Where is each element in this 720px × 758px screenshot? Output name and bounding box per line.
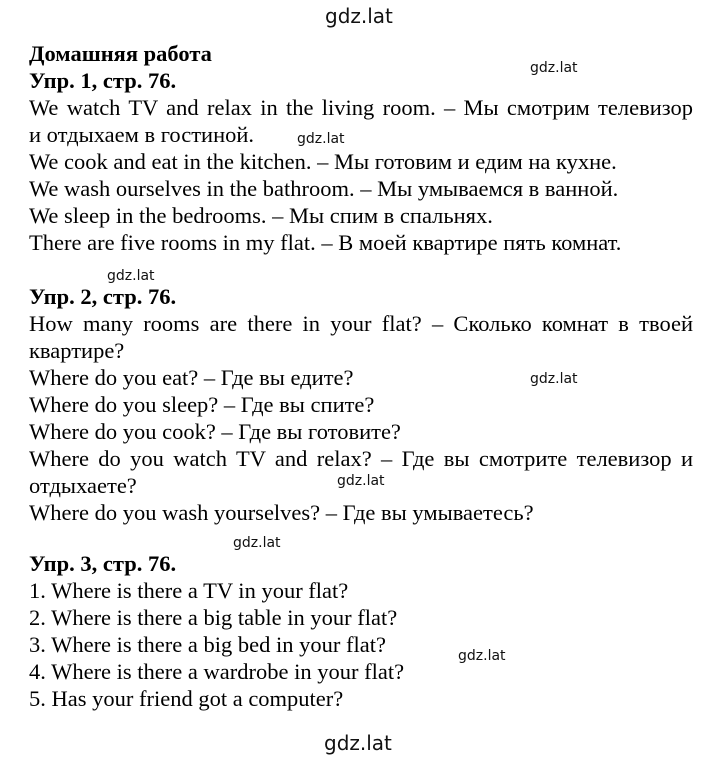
exercise-1-line: и отдыхаем в гостиной. — [29, 122, 255, 147]
exercise-1-line: We sleep in the bedrooms. – Мы спим в спальнях. — [29, 203, 493, 228]
exercise-2-line: квартире? — [29, 338, 125, 363]
exercise-1-line: We cook and eat in the kitchen. – Мы готовим и едим на кухне. — [29, 149, 617, 174]
exercise-1-line: We watch TV and relax in the living room. – Мы смотрим телевизор — [29, 95, 693, 120]
watermark: gdz.lat — [530, 371, 578, 387]
watermark: gdz.lat — [458, 648, 506, 664]
exercise-1-line: There are five rooms in my flat. – В моей квартире пять комнат. — [29, 230, 622, 255]
exercise-3-line: 5. Has your friend got a computer? — [29, 686, 344, 711]
watermark: gdz.lat — [297, 131, 345, 147]
exercise-3-line: 2. Where is there a big table in your flat? — [29, 605, 398, 630]
exercise-1-line: We wash ourselves in the bathroom. – Мы умываемся в ванной. — [29, 176, 619, 201]
exercise-2-heading: Упр. 2, стр. 76. — [29, 284, 177, 309]
exercise-2-line: Where do you cook? – Где вы готовите? — [29, 419, 401, 444]
exercise-3-line: 3. Where is there a big bed in your flat? — [29, 632, 386, 657]
watermark-bottom: gdz.lat — [324, 731, 392, 755]
document-title: Домашняя работа — [29, 41, 212, 66]
exercise-2-line: Where do you sleep? – Где вы спите? — [29, 392, 375, 417]
watermark: gdz.lat — [337, 473, 385, 489]
exercise-3-line: 1. Where is there a TV in your flat? — [29, 578, 349, 603]
exercise-2-line: Where do you watch TV and relax? – Где вы смотрите телевизор и — [29, 446, 693, 471]
exercise-2-line: How many rooms are there in your flat? – Сколько комнат в твоей — [29, 311, 693, 336]
exercise-3-line: 4. Where is there a wardrobe in your flat? — [29, 659, 405, 684]
watermark: gdz.lat — [107, 268, 155, 284]
exercise-3-heading: Упр. 3, стр. 76. — [29, 551, 177, 576]
exercise-2-line: Where do you wash yourselves? – Где вы умываетесь? — [29, 500, 534, 525]
exercise-2-line: Where do you eat? – Где вы едите? — [29, 365, 354, 390]
exercise-2-line: отдыхаете? — [29, 473, 137, 498]
watermark: gdz.lat — [530, 60, 578, 76]
watermark: gdz.lat — [233, 535, 281, 551]
watermark-top: gdz.lat — [325, 4, 393, 28]
exercise-1-heading: Упр. 1, стр. 76. — [29, 68, 177, 93]
